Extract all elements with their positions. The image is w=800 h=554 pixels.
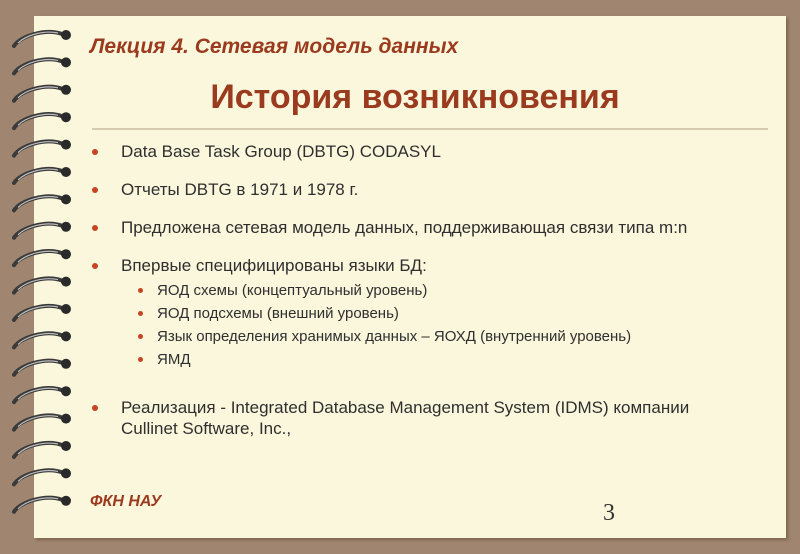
binding-hole — [61, 496, 71, 506]
bullet-icon — [92, 149, 98, 155]
bullet-text: Предложена сетевая модель данных, поддерживающая связи типа m:n — [121, 218, 688, 237]
binding-hole — [61, 249, 71, 259]
binding-hole — [61, 468, 71, 478]
binding-ring — [14, 196, 62, 210]
bullet-text: Отчеты DBTG в 1971 и 1978 г. — [121, 180, 359, 199]
sub-bullet-icon — [138, 357, 143, 362]
binding-ring — [14, 306, 62, 320]
bullet-text: Data Base Task Group (DBTG) CODASYL — [121, 142, 441, 161]
binding-hole — [61, 331, 71, 341]
binding-hole — [61, 194, 71, 204]
binding-hole — [61, 222, 71, 232]
binding-hole — [61, 277, 71, 287]
binding-hole — [61, 30, 71, 40]
bullet-text: Реализация - Integrated Database Management System (IDMS) компании Cullinet Software, Inc., — [121, 398, 690, 438]
slide-title: История возникновения — [210, 78, 620, 116]
bullet-icon — [92, 187, 98, 193]
sub-bullet-text: ЯОД схемы (концептуальный уровень) — [157, 282, 428, 299]
sub-bullet-item — [90, 325, 770, 348]
binding-ring — [14, 251, 62, 265]
bullet-item — [90, 397, 741, 439]
sub-bullet-icon — [138, 288, 143, 293]
binding-hole — [61, 140, 71, 150]
sub-bullet-item — [90, 348, 770, 371]
binding-ring — [14, 142, 62, 156]
bullet-item — [90, 255, 770, 276]
sub-bullet-text: ЯМД — [157, 351, 191, 368]
bullet-icon — [92, 225, 98, 231]
bullet-text: Впервые специфицированы языки БД: — [121, 256, 427, 275]
binding-ring — [14, 333, 62, 347]
title-divider — [92, 128, 768, 130]
binding-ring — [14, 498, 62, 512]
bullet-item — [90, 141, 770, 162]
binding-hole — [61, 57, 71, 67]
sub-bullet-icon — [138, 334, 143, 339]
sub-bullet-icon — [138, 311, 143, 316]
sub-bullet-item — [90, 279, 770, 302]
binding-hole — [61, 167, 71, 177]
bullet-icon — [92, 405, 98, 411]
footer-org: ФКН НАУ — [90, 493, 162, 510]
binding-ring — [14, 169, 62, 183]
page-number: 3 — [603, 500, 615, 526]
binding-ring — [14, 388, 62, 402]
bullet-item — [90, 179, 770, 200]
bullet-list — [90, 140, 770, 439]
bullet-item — [90, 217, 741, 238]
binding-hole — [61, 359, 71, 369]
binding-ring — [14, 279, 62, 293]
binding-ring — [14, 416, 62, 430]
sub-bullet-item — [90, 302, 770, 325]
sub-bullet-text: ЯОД подсхемы (внешний уровень) — [157, 305, 399, 322]
lecture-title: Лекция 4. Сетевая модель данных — [90, 35, 459, 58]
binding-ring — [14, 32, 62, 46]
binding-hole — [61, 441, 71, 451]
bullet-icon — [92, 263, 98, 269]
binding-ring — [14, 59, 62, 73]
sub-bullet-text: Язык определения хранимых данных – ЯОХД (внутренний уровень) — [157, 328, 632, 345]
binding-ring — [14, 470, 62, 484]
binding-ring — [14, 361, 62, 375]
binding-ring — [14, 224, 62, 238]
binding-hole — [61, 386, 71, 396]
binding-hole — [61, 414, 71, 424]
binding-hole — [61, 304, 71, 314]
binding-ring — [14, 443, 62, 457]
